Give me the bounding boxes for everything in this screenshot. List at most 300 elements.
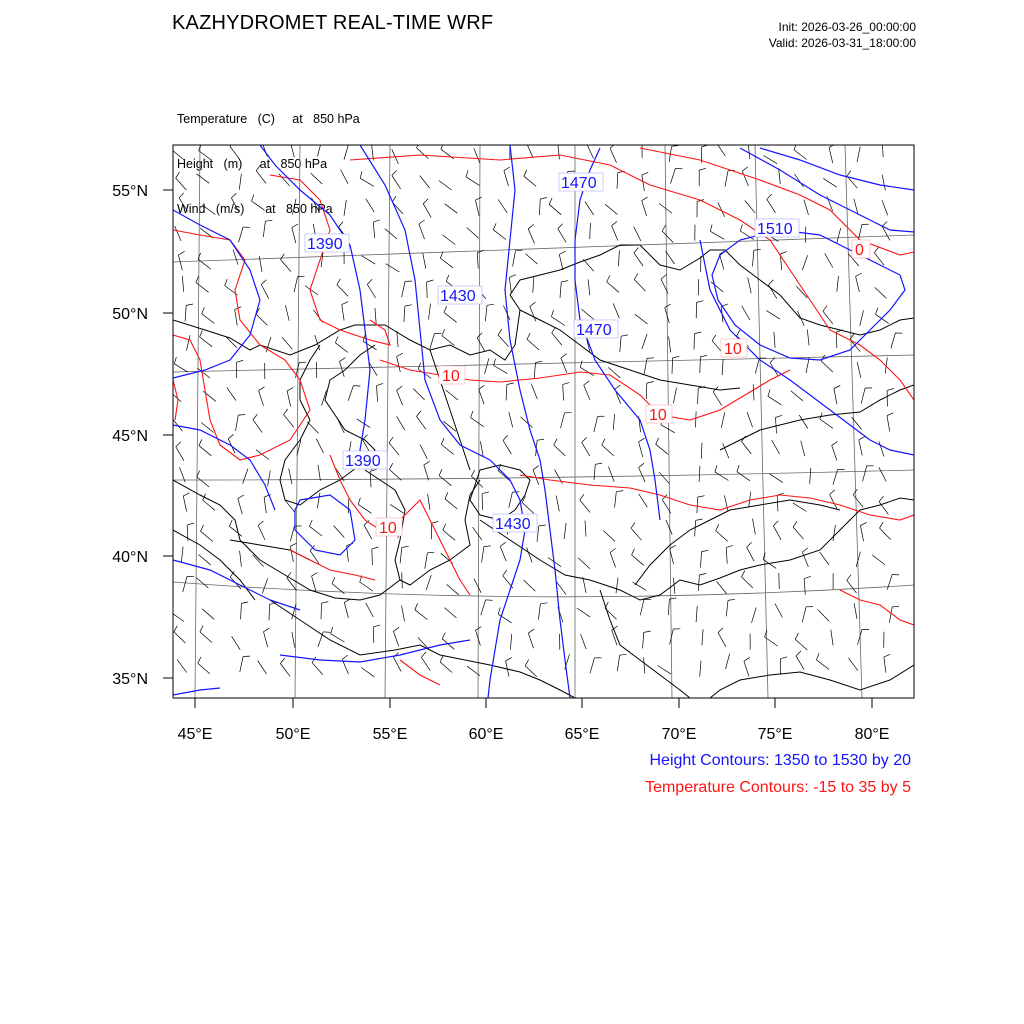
wind-barb-feather	[884, 654, 890, 657]
wind-barb	[715, 472, 729, 481]
wind-barb-feather	[500, 542, 506, 546]
wind-barb	[773, 526, 781, 540]
wind-barb	[420, 176, 430, 189]
lon-tick-75: 75°E	[757, 726, 793, 743]
wind-barb	[439, 476, 451, 486]
wind-barb-feather	[876, 308, 878, 315]
wind-barb	[710, 231, 724, 239]
wind-barb-feather	[179, 193, 184, 198]
wind-barb	[837, 228, 841, 244]
wind-barb-feather	[528, 225, 534, 229]
wind-barb	[795, 639, 807, 650]
wind-barb	[646, 383, 647, 399]
wind-barb	[605, 608, 617, 619]
wind-barb	[392, 176, 401, 189]
wind-barb-feather	[186, 304, 193, 305]
wind-barb	[741, 577, 752, 588]
wind-barb	[202, 205, 215, 215]
wind-barb	[183, 496, 186, 512]
wind-barb	[753, 384, 754, 400]
wind-barb	[348, 497, 349, 513]
wind-barb-feather	[621, 335, 628, 336]
wind-barb-feather	[880, 522, 884, 528]
wind-barb	[698, 575, 699, 591]
wind-barb	[531, 384, 537, 399]
wind-barb	[737, 472, 750, 481]
coastlines-borders	[173, 245, 914, 698]
wind-barb-feather	[229, 520, 232, 526]
wind-barb-feather	[874, 247, 878, 253]
wind-barb	[716, 531, 728, 542]
wind-barb	[413, 389, 424, 400]
wind-barb	[179, 198, 188, 212]
wind-barb-feather	[402, 546, 409, 547]
wind-barb-feather	[587, 140, 592, 145]
lon-tick-80: 80°E	[854, 726, 890, 743]
wind-barb-feather	[552, 327, 556, 333]
wind-barb-feather	[331, 627, 333, 634]
latitude-labels	[112, 183, 148, 688]
wind-barb-feather	[710, 225, 712, 232]
wind-barb	[527, 339, 539, 350]
wind-barb	[235, 310, 238, 326]
wind-barb	[280, 664, 290, 677]
wind-barb-feather	[561, 281, 568, 282]
wind-barb	[612, 630, 617, 645]
wind-barb	[373, 222, 375, 238]
wind-barb-feather	[776, 415, 783, 417]
wind-barb	[372, 549, 373, 565]
wind-barb	[258, 661, 267, 674]
wind-barb	[590, 658, 594, 673]
wind-barb-feather	[281, 254, 285, 260]
wind-barb	[861, 388, 865, 404]
wind-barb	[337, 285, 348, 296]
wind-barb	[473, 527, 483, 540]
wind-barb	[798, 311, 805, 326]
wind-barb	[700, 661, 701, 677]
wind-barb	[282, 337, 292, 349]
wind-barb-feather	[424, 461, 430, 465]
wind-barb	[182, 276, 183, 292]
wind-barb	[620, 336, 621, 352]
wind-barb-feather	[342, 302, 348, 305]
height-label-1430-north	[438, 286, 482, 305]
wind-barb-feather	[699, 168, 706, 170]
wind-barb	[700, 357, 701, 373]
wind-barb-feather	[702, 550, 709, 551]
wind-barb-feather	[258, 521, 263, 526]
wind-barb	[777, 495, 778, 511]
graticule	[173, 145, 914, 698]
wind-barb-feather	[174, 626, 177, 632]
wind-barb	[375, 308, 376, 324]
wind-barb	[563, 385, 564, 401]
wind-barb-feather	[493, 223, 496, 229]
wind-barb	[554, 445, 566, 456]
wind-barb	[580, 367, 594, 375]
wind-barb-feather	[176, 172, 180, 178]
wind-barb	[853, 495, 863, 508]
wind-barb	[397, 390, 403, 405]
wind-barb	[243, 469, 248, 484]
wind-barb-feather	[337, 279, 341, 285]
wind-barb-feather	[892, 606, 899, 607]
wind-barb-feather	[631, 522, 635, 528]
wind-barb	[718, 633, 726, 647]
wind-barb	[481, 600, 486, 615]
wind-barb-feather	[253, 414, 258, 419]
wind-barb	[634, 280, 645, 292]
wind-barb	[698, 388, 699, 404]
wind-barb	[500, 546, 506, 561]
wind-barb	[477, 253, 478, 269]
wind-barb	[292, 228, 296, 244]
wind-barb	[311, 173, 323, 184]
wind-barb-feather	[525, 660, 529, 666]
wind-barb	[264, 497, 266, 513]
wind-barb	[775, 604, 783, 618]
wind-barb	[858, 225, 862, 241]
wind-barb-feather	[580, 361, 582, 368]
wind-barb	[341, 170, 349, 184]
wind-barb	[175, 226, 181, 241]
wind-barb-feather	[397, 353, 403, 356]
wind-barb	[342, 305, 344, 321]
wind-barb	[498, 471, 510, 481]
lon-tick-50: 50°E	[275, 726, 311, 743]
wind-barb	[694, 334, 695, 350]
wind-barb	[561, 413, 565, 428]
wind-barb	[504, 171, 509, 186]
wind-barb-feather	[773, 521, 778, 526]
wind-barb	[415, 610, 428, 620]
wind-barb	[608, 367, 620, 378]
wind-barb	[605, 204, 617, 214]
wind-barb	[199, 151, 212, 161]
wind-barb-feather	[292, 224, 298, 227]
wind-barb-feather	[264, 628, 270, 632]
wind-barb	[772, 440, 780, 454]
wind-barb-feather	[284, 409, 288, 415]
wind-barb-feather	[795, 633, 798, 639]
wind-barb-feather	[712, 335, 716, 341]
wind-barb-feather	[670, 545, 676, 548]
svg-text:1390: 1390	[345, 453, 381, 470]
wind-barb	[882, 141, 883, 157]
lat-tick-45: 45°N	[112, 428, 148, 445]
wind-barb-feather	[642, 172, 648, 175]
wind-barb	[872, 555, 885, 565]
wind-barb	[360, 178, 374, 186]
svg-text:10: 10	[724, 341, 742, 358]
wind-barb	[820, 419, 833, 428]
wind-barb	[316, 439, 323, 453]
wind-barb	[644, 657, 645, 673]
wind-barb	[671, 168, 676, 183]
wind-barb	[616, 578, 618, 594]
wind-barb	[509, 277, 511, 293]
wind-barb	[744, 661, 749, 676]
wind-barb	[802, 255, 807, 270]
wind-barb	[829, 147, 833, 163]
wind-barb	[331, 634, 345, 642]
wind-barb	[253, 420, 262, 433]
height-label-1390-north	[305, 234, 349, 253]
wind-barb-feather	[174, 357, 176, 364]
wind-barb	[658, 666, 672, 675]
wind-barb-feather	[417, 411, 421, 416]
wind-barb	[394, 657, 402, 671]
wind-barb	[859, 440, 862, 456]
wind-barb-feather	[737, 465, 739, 472]
wind-barb-feather	[367, 279, 372, 284]
wind-barb	[397, 331, 398, 347]
wind-barb-feather	[363, 435, 368, 440]
wind-barb-feather	[443, 524, 446, 530]
wind-barb	[444, 313, 457, 323]
wind-barb-feather	[767, 194, 772, 199]
wind-barb-feather	[780, 657, 787, 659]
wind-barb	[631, 528, 642, 540]
wind-barb-feather	[440, 656, 443, 662]
wind-barb-feather	[312, 573, 318, 577]
wind-barb-feather	[397, 386, 403, 390]
wind-barb	[185, 305, 186, 321]
wind-barb	[423, 204, 431, 218]
wind-barb	[317, 141, 321, 156]
longitude-labels	[178, 726, 890, 743]
wind-barb-feather	[584, 381, 590, 385]
wind-barb	[818, 610, 829, 622]
wind-barb-feather	[432, 522, 439, 524]
wind-barb	[887, 575, 892, 590]
wind-barb	[695, 520, 696, 536]
wind-barb	[423, 253, 426, 269]
wind-barb-feather	[259, 387, 265, 391]
wind-barb-feather	[698, 496, 705, 497]
wind-barb-feather	[503, 435, 508, 440]
wind-barb	[834, 389, 837, 405]
wind-barb	[711, 282, 723, 292]
wind-barb-feather	[580, 494, 584, 500]
wind-barb	[174, 632, 186, 643]
wind-barb-feather	[199, 439, 202, 445]
wind-barb-feather	[183, 493, 189, 496]
wind-barb	[697, 497, 698, 513]
temp-label-10-caspian	[376, 518, 402, 537]
wind-barb	[804, 579, 805, 595]
wind-barb	[181, 547, 183, 563]
wind-barb	[485, 305, 487, 321]
init-time: Init: 2026-03-26_00:00:00	[778, 20, 916, 34]
wind-barb-feather	[820, 413, 822, 420]
wind-barb	[440, 662, 452, 673]
wind-barb-feather	[287, 388, 293, 391]
wind-barb	[256, 171, 266, 184]
wind-barb	[552, 333, 562, 345]
wind-barb-feather	[672, 146, 679, 147]
wind-barb	[766, 311, 780, 320]
wind-barb-feather	[537, 439, 544, 440]
wind-barb	[816, 660, 829, 670]
wind-barb	[400, 547, 402, 563]
wind-barb	[748, 143, 749, 159]
wind-barb	[466, 177, 480, 186]
wind-barb-feather	[484, 546, 491, 547]
temp-label-10-east	[721, 339, 747, 358]
wind-barb	[226, 336, 237, 347]
wind-barb	[447, 584, 459, 594]
wind-barb-feather	[780, 252, 787, 254]
wind-barb-feather	[816, 653, 819, 659]
height-label-1390-south	[343, 451, 387, 470]
height-label-1470-north	[559, 173, 603, 192]
wind-barb-feather	[506, 658, 512, 661]
wind-barb-feather	[610, 548, 616, 552]
wind-barb-feather	[504, 167, 510, 171]
wind-barb-feather	[540, 603, 547, 604]
wind-barb	[642, 334, 647, 349]
wind-barb-feather	[482, 492, 489, 494]
wind-barb	[767, 199, 776, 213]
wind-barb-feather	[524, 170, 527, 176]
wind-barb	[748, 278, 752, 294]
wind-barb	[443, 235, 456, 245]
wind-barb-feather	[415, 603, 418, 609]
wind-barb	[186, 335, 190, 351]
wind-barb	[183, 577, 187, 592]
wind-barb-feather	[261, 280, 266, 285]
wind-barb	[178, 255, 182, 271]
lon-tick-55: 55°E	[372, 726, 408, 743]
wind-barb	[594, 416, 598, 432]
wind-barb	[198, 555, 210, 565]
svg-text:1430: 1430	[440, 288, 476, 305]
wind-barb	[559, 255, 563, 271]
wind-barb	[821, 361, 833, 372]
wind-barb	[290, 546, 293, 562]
wind-barb	[293, 199, 296, 215]
wind-barb	[389, 443, 399, 455]
wind-barb	[583, 259, 594, 271]
wind-barb	[367, 284, 375, 298]
wind-barb	[279, 174, 290, 186]
wind-barb	[580, 500, 590, 512]
wind-barb-feather	[510, 142, 517, 144]
wind-barb	[366, 199, 375, 213]
wind-barb	[590, 223, 591, 239]
wind-barb	[421, 657, 430, 670]
wind-barb	[258, 525, 265, 540]
wind-barb	[510, 634, 512, 650]
wind-barb	[530, 307, 536, 322]
field-temperature: Temperature (C) at 850 hPa	[177, 112, 360, 126]
wind-barb	[701, 552, 702, 568]
wind-barb	[344, 144, 349, 159]
wind-barb-feather	[879, 496, 883, 501]
wind-barb	[513, 251, 516, 267]
wind-barb-feather	[554, 439, 557, 445]
wind-barb	[610, 148, 617, 163]
wind-barb-feather	[620, 654, 627, 655]
wind-barb-feather	[715, 465, 717, 472]
wind-barb	[753, 250, 754, 266]
wind-barb	[669, 337, 671, 353]
wind-barb	[477, 338, 485, 352]
wind-barb-feather	[607, 276, 610, 282]
wind-barb	[696, 606, 697, 622]
wind-barb	[823, 178, 837, 187]
field-wind: Wind (m/s) at 850 hPa	[177, 202, 333, 216]
wind-barb-feather	[178, 251, 184, 255]
wind-barb-feather	[442, 329, 445, 335]
wind-barb	[656, 444, 668, 454]
wind-barb-feather	[695, 332, 702, 334]
wind-barb	[474, 579, 481, 593]
wind-barb	[577, 608, 590, 617]
wind-barb	[418, 637, 429, 649]
wind-barb-feather	[847, 170, 851, 176]
wind-barb	[742, 441, 752, 454]
wind-barb	[441, 444, 453, 454]
wind-barb	[551, 317, 565, 326]
wind-barb	[201, 531, 213, 541]
wind-barb-feather	[507, 383, 514, 385]
temp-label-0	[852, 240, 870, 259]
wind-barb	[615, 492, 617, 508]
wind-barb-feather	[847, 575, 851, 581]
wind-barb	[442, 336, 455, 346]
wind-barb	[239, 174, 241, 190]
wind-barb-feather	[887, 389, 894, 391]
wind-barb	[229, 526, 242, 536]
wind-barb	[879, 467, 886, 481]
wind-barb	[659, 472, 670, 484]
wind-barb-feather	[393, 627, 399, 631]
wind-barb	[793, 503, 807, 511]
wind-barb	[639, 468, 646, 483]
wind-barb-feather	[830, 490, 835, 495]
wind-barb	[860, 310, 864, 326]
wind-barb	[644, 358, 647, 374]
wind-barb	[509, 412, 513, 428]
wind-barb-feather	[747, 542, 752, 547]
wind-barb	[252, 201, 265, 210]
wind-barb	[318, 465, 320, 481]
wind-barb	[713, 392, 722, 406]
wind-barb-feather	[498, 608, 500, 615]
wind-barb-feather	[187, 523, 194, 525]
wind-barb	[602, 445, 614, 456]
wind-barb	[509, 492, 513, 508]
wind-barb-feather	[377, 383, 384, 385]
wind-barb	[634, 253, 643, 266]
wind-barb-feather	[390, 463, 393, 469]
wind-barb	[390, 470, 402, 481]
wind-barb	[196, 283, 209, 293]
wind-barb	[467, 228, 479, 239]
wind-barb	[402, 572, 403, 588]
wind-barb-feather	[539, 525, 546, 526]
longitude-axis	[195, 698, 872, 708]
wind-barb-feather	[503, 570, 507, 576]
lon-tick-70: 70°E	[661, 726, 697, 743]
wind-barb	[197, 368, 210, 378]
wind-barb	[613, 414, 615, 430]
wind-barb	[634, 227, 641, 241]
wind-barb-feather	[559, 251, 565, 254]
